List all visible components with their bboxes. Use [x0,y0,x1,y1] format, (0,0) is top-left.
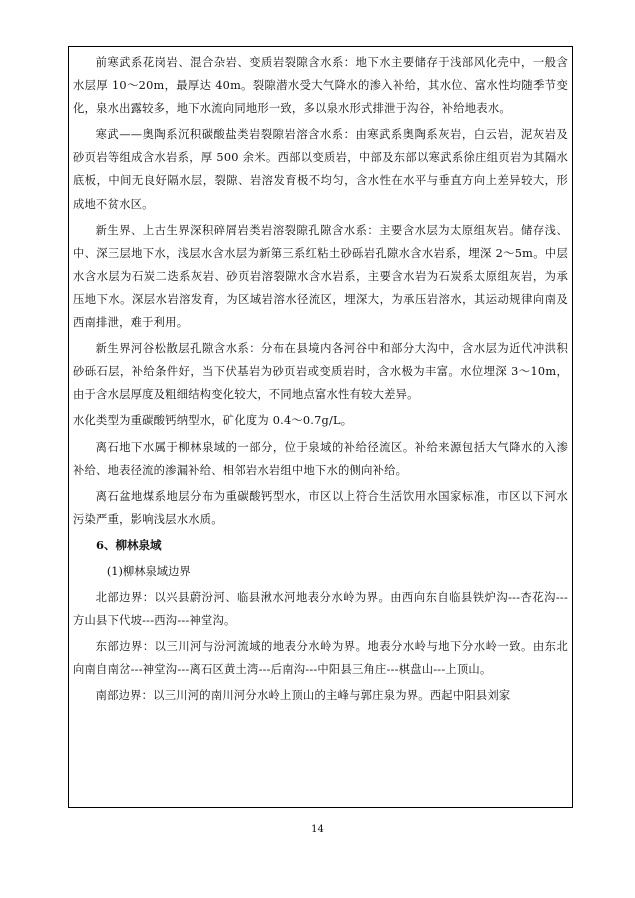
page-number: 14 [311,824,324,835]
section-heading-liulin-spring: 6、柳林泉域 [96,537,162,552]
paragraph-precambrian-aquifer: 前寒武系花岗岩、混合杂岩、变质岩裂隙含水系：地下水主要储存于浅部风化壳中，一般含水层厚 10～20m，最厚达 40m。裂隙潜水受大气降水的渗入补给，其水位、富水性均随季节变化，泉水出露较多，地下水流向同地形一致，多以泉水形式排泄于沟谷，补给地表水。 [73,56,568,116]
paragraph-east-boundary: 东部边界：以三川河与汾河流域的地表分水岭为界。地表分水岭与地下分水岭一致。由东北向南自南岔---神堂沟---离石区黄土湾---后南沟---中阳县三角庄---棋盘山---上顶山。 [73,640,568,677]
paragraph-south-boundary: 南部边界：以三川河的南川河分水岭上顶山的主峰与郭庄泉为界。西起中阳县刘家 [95,689,511,703]
content-frame [68,46,573,808]
subheading-spring-boundary: (1)柳林泉域边界 [106,564,191,578]
paragraph-valley-loose-aquifer: 新生界河谷松散层孔隙含水系：分布在县境内各河谷中和部分大沟中，含水层为近代冲洪积砂砾石层，补给条件好，当下伏基岩为砂页岩或变质岩时，含水极为丰富。水位埋深 3～10m，由于含水层厚度及粗细结构变化较大，不同地点富水性有较大差异。 [73,342,568,402]
paragraph-lishi-groundwater: 离石地下水属于柳林泉域的一部分，位于泉域的补给径流区。补给来源包括大气降水的入渗补给、地表径流的渗漏补给、相邻岩水岩组中地下水的侧向补给。 [73,440,568,477]
paragraph-north-boundary: 北部边界：以兴县蔚汾河、临县湫水河地表分水岭为界。由西向东自临县铁炉沟---杏花沟---方山县下代坡---西沟---神堂沟。 [73,591,568,628]
paragraph-lishi-basin-water-quality: 离石盆地煤系地层分布为重碳酸钙型水，市区以上符合生活饮用水国家标准，市区以下河水污染严重，影响浅层水水质。 [73,489,568,526]
paragraph-water-chemistry: 水化类型为重碳酸钙纳型水，矿化度为 0.4～0.7g/L。 [73,414,353,428]
paragraph-cenozoic-paleozoic-aquifer: 新生界、上古生界深积碎屑岩类岩溶裂隙孔隙含水系：主要含水层为太原组灰岩。储存浅、中、深三层地下水，浅层水含水层为新第三系红粘土砂砾岩孔隙水含水岩系，埋深 2～5m。中层水含水层为石炭二迭系灰岩、砂页岩溶裂隙水含水岩系，主要含水岩为石炭系太原组灰岩，为承压地下水。深层水岩溶发育，为区域岩溶水径流区，埋深大，为承压岩溶水，其运动规律向南及西南排泄，难于利用。 [73,223,568,330]
paragraph-cambrian-ordovician-aquifer: 寒武——奥陶系沉积碳酸盐类岩裂隙岩溶含水系：由寒武系奥陶系灰岩，白云岩，泥灰岩及砂页岩等组成含水岩系，厚 500 余米。西部以变质岩，中部及东部以寒武系徐庄组页岩为其隔水底板，中间无良好隔水层，裂隙、岩溶发育极不均匀，含水性在水平与垂直方向上差异较大，形成地不贫水区。 [73,128,568,211]
